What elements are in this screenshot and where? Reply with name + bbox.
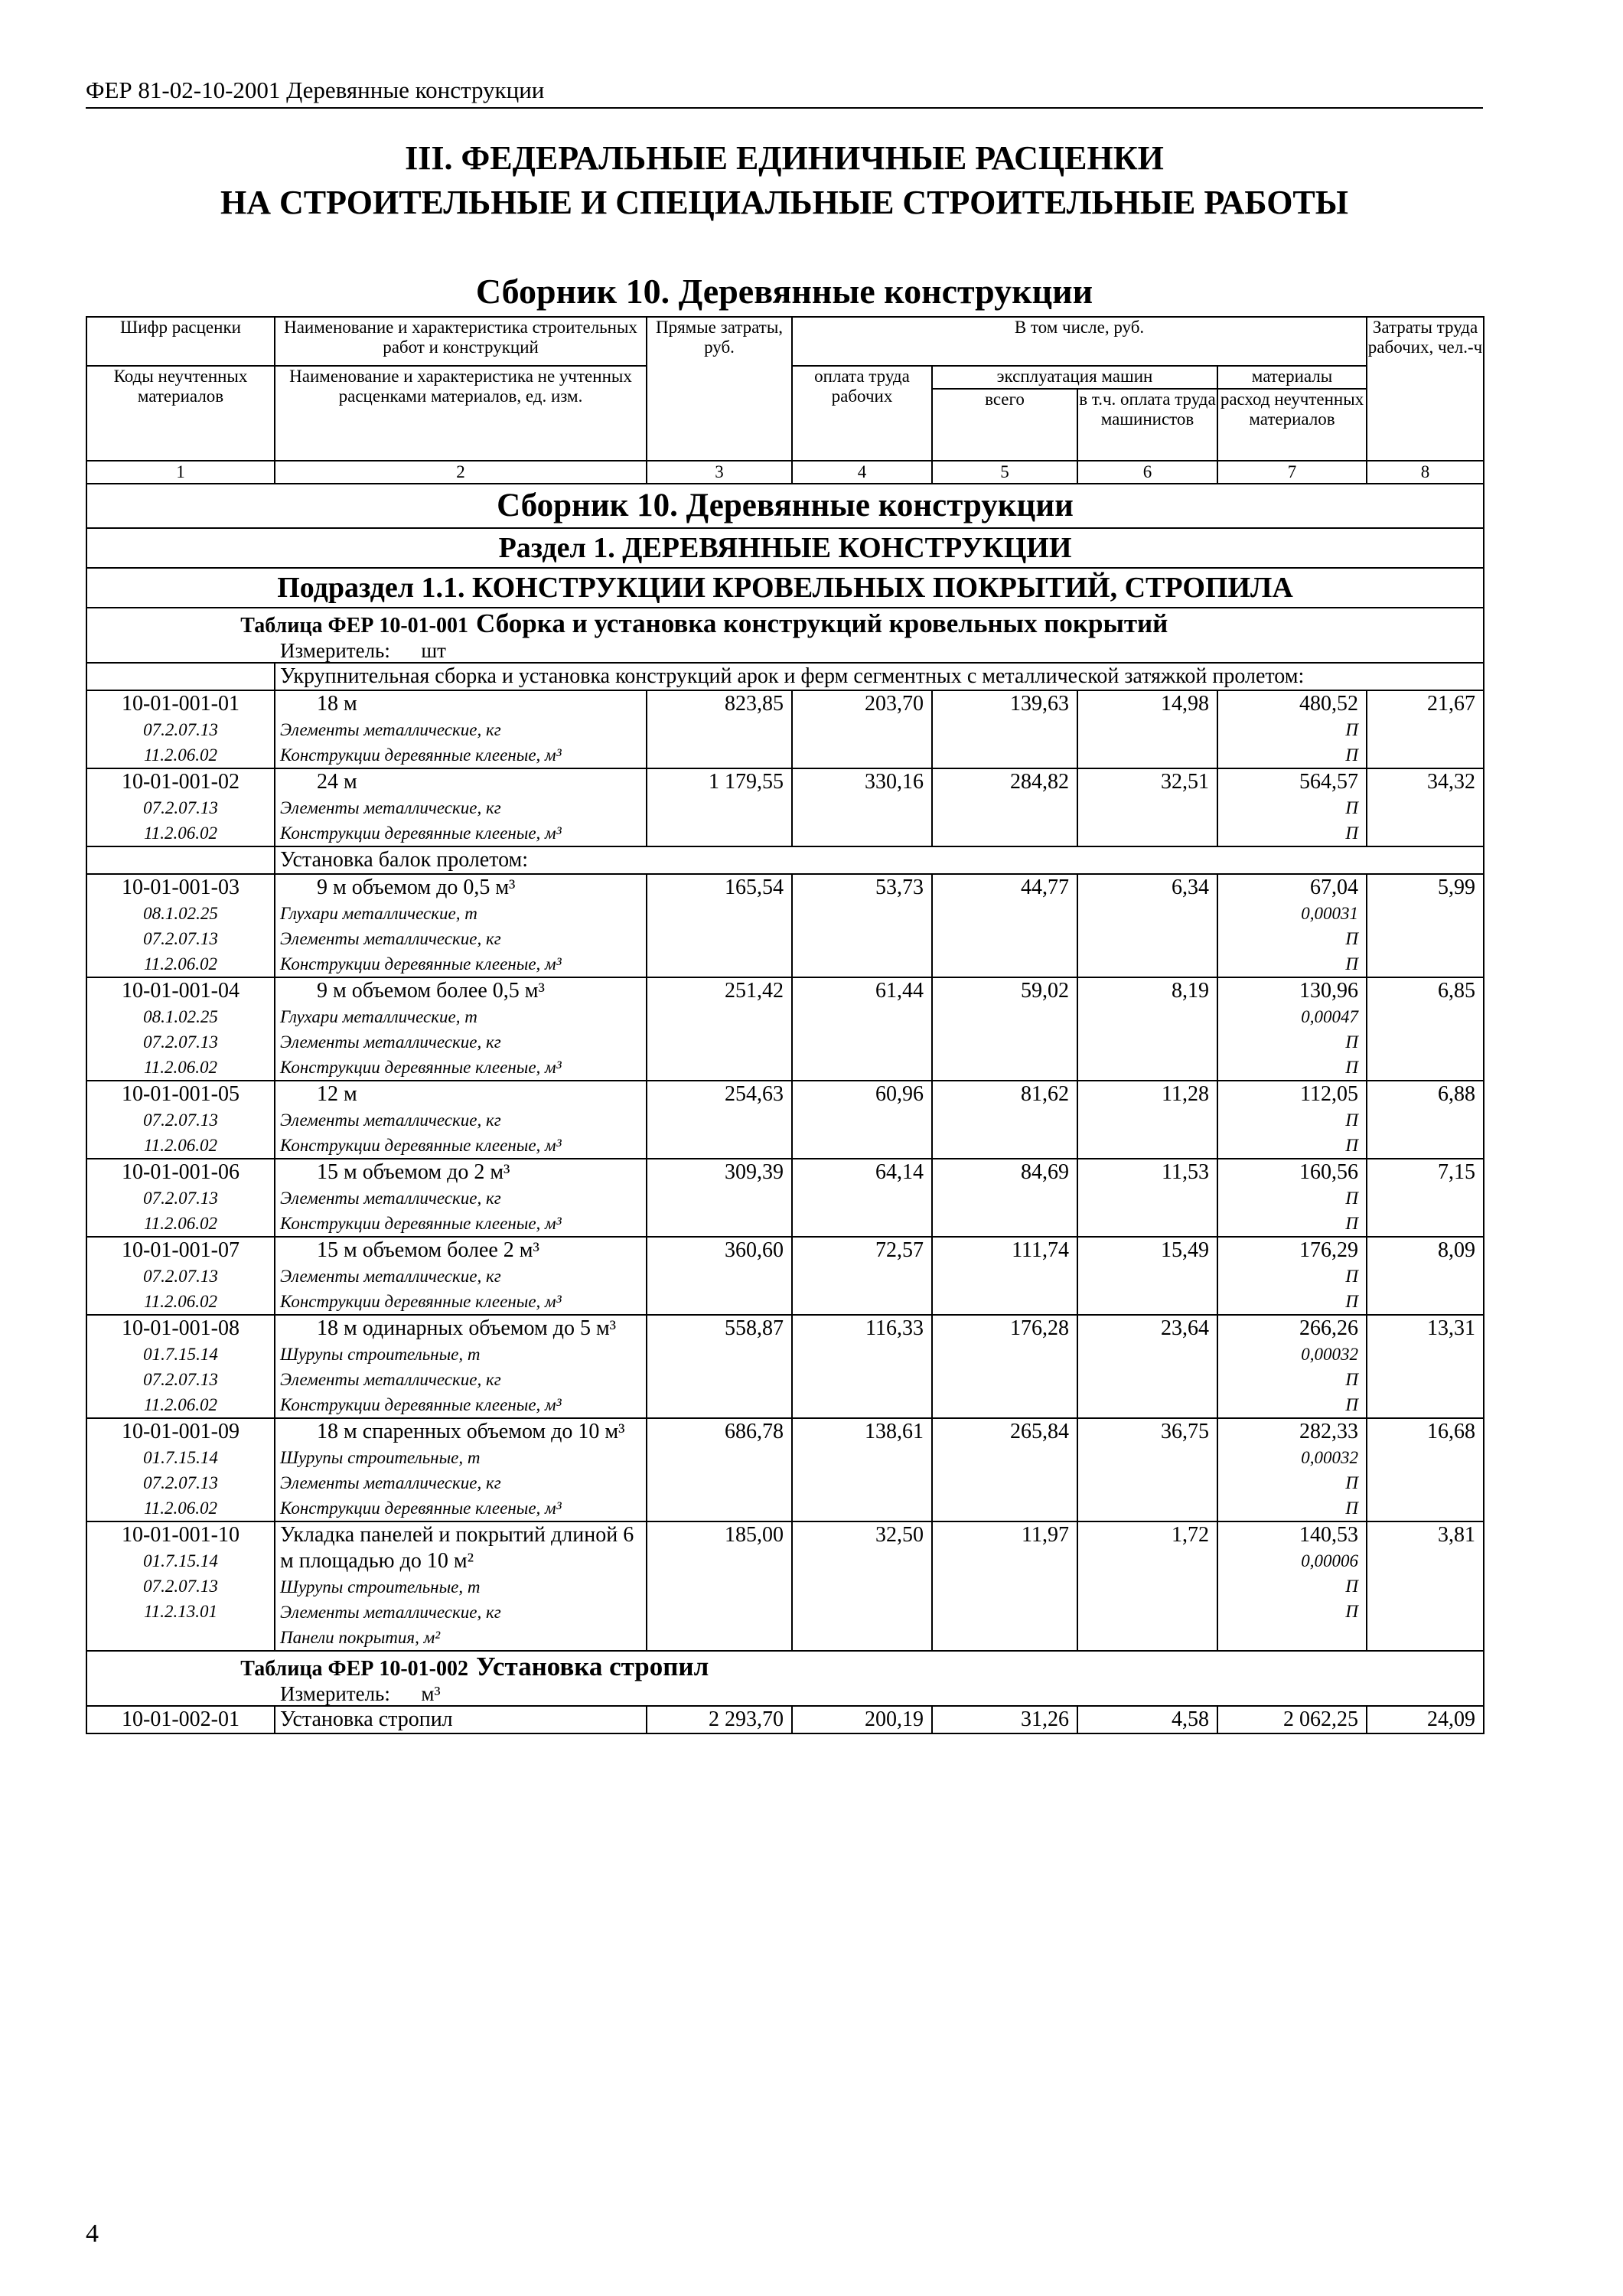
material-code: 01.7.15.14 [143,1448,218,1467]
main-title-line-2: НА СТРОИТЕЛЬНЫЕ И СПЕЦИАЛЬНЫЕ СТРОИТЕЛЬНЫЕ РАБОТЫ [220,184,1348,221]
material-code: 11.2.13.01 [143,1602,218,1621]
header-machines-total: всего [932,389,1077,461]
rate-code-cell [86,768,275,846]
material-expense: П [1345,1499,1359,1518]
material-code: 11.2.06.02 [143,1292,218,1311]
material-expense: П [1345,1395,1359,1414]
rate-name: 15 м объемом до 2 м³ [317,1160,510,1184]
material-expense: 0,00031 [1301,904,1359,923]
machines-total: 81,62 [932,1081,1077,1159]
rate-name: 18 м одинарных объемом до 5 м³ [317,1316,617,1340]
direct-costs: 254,63 [647,1081,792,1159]
rate-code: 10-01-001-10 [122,1523,240,1547]
rate-code: 10-01-001-04 [122,979,240,1003]
rate-name-cell [275,874,647,977]
material-name: Элементы металлические, кг [280,798,501,817]
materials-cell [1217,1081,1367,1159]
collection-title: Сборник 10. Деревянные конструкции [475,272,1093,311]
header-material-expense: расход неучтенных материалов [1217,389,1367,461]
table-measure [92,1682,1478,1705]
rate-name: 12 м [317,1082,357,1106]
rate-name-cell [275,1315,647,1418]
rate-code-cell [86,1159,275,1237]
column-number: 2 [275,461,647,484]
material-code: 07.2.07.13 [143,720,218,739]
material-code: 07.2.07.13 [143,1110,218,1130]
material-name: Элементы металлические, кг [280,1267,501,1286]
material-code: 01.7.15.14 [143,1551,218,1570]
material-name: Конструкции деревянные клееные, м³ [280,1214,562,1233]
work-costs: 16,68 [1367,1418,1484,1521]
rate-code: 10-01-001-06 [122,1160,240,1184]
materials-cell [1217,1315,1367,1418]
material-expense: П [1345,1473,1359,1492]
column-number: 1 [86,461,275,484]
rate-code: 10-01-001-01 [122,692,240,716]
materials-cell [1217,1521,1367,1651]
rate-name-cell [275,977,647,1081]
group-spacer [86,663,275,690]
rate-code-cell [86,977,275,1081]
machinists-pay: 11,28 [1077,1081,1217,1159]
labor-pay: 61,44 [792,977,932,1081]
material-name: Конструкции деревянные клееные, м³ [280,1395,562,1414]
material-expense: П [1345,1214,1359,1233]
rate-row [86,1159,1484,1237]
material-name: Глухари металлические, т [280,1007,477,1026]
table-measure [92,639,1478,662]
machines-total: 111,74 [932,1237,1077,1315]
materials-value: 112,05 [1300,1082,1359,1106]
rate-code-cell [86,874,275,977]
work-costs: 13,31 [1367,1315,1484,1418]
measure-label: Измеритель: [280,1682,390,1705]
material-expense: П [1345,745,1359,765]
group-spacer [86,846,275,874]
work-costs: 8,09 [1367,1237,1484,1315]
direct-costs: 360,60 [647,1237,792,1315]
material-code: 07.2.07.13 [143,1473,218,1492]
material-code: 11.2.06.02 [143,1058,218,1077]
machinists-pay: 23,64 [1077,1315,1217,1418]
material-name: Конструкции деревянные клееные, м³ [280,1292,562,1311]
material-expense: П [1345,1058,1359,1077]
subsection-banner: Подраздел 1.1. КОНСТРУКЦИИ КРОВЕЛЬНЫХ ПОКРЫТИЙ, СТРОПИЛА [86,568,1484,608]
machinists-pay: 32,51 [1077,768,1217,846]
material-name: Элементы металлические, кг [280,1189,501,1208]
rate-code: 10-01-002-01 [122,1707,240,1731]
rate-code-cell [86,1521,275,1651]
material-name: Конструкции деревянные клееные, м³ [280,823,562,843]
material-expense: П [1345,954,1359,974]
labor-pay: 200,19 [792,1706,932,1733]
rate-row [86,874,1484,977]
rate-name: 9 м объемом более 0,5 м³ [317,979,545,1003]
material-name: Элементы металлические, кг [280,1032,501,1052]
rate-row [86,768,1484,846]
rate-name-cell [275,1237,647,1315]
direct-costs: 309,39 [647,1159,792,1237]
rate-name-cell [275,1159,647,1237]
materials-value: 67,04 [1310,876,1359,899]
measure-unit: шт [421,639,446,662]
page-number: 4 [86,2219,99,2248]
table-number: Таблица ФЕР 10-01-002 [240,1657,468,1681]
table-heading [86,1651,1484,1706]
materials-cell [1217,768,1367,846]
work-costs: 3,81 [1367,1521,1484,1651]
rate-row [86,690,1484,768]
rate-code: 10-01-001-07 [122,1238,240,1262]
material-expense: П [1345,1136,1359,1155]
rate-code-cell [86,1706,275,1733]
material-name: Конструкции деревянные клееные, м³ [280,1499,562,1518]
rate-code-cell [86,1081,275,1159]
material-name: Элементы металлические, кг [280,1473,501,1492]
machinists-pay: 1,72 [1077,1521,1217,1651]
rate-name: 9 м объемом до 0,5 м³ [317,876,516,899]
rate-row [86,1237,1484,1315]
labor-pay: 53,73 [792,874,932,977]
material-name: Элементы металлические, кг [280,720,501,739]
rate-name: 18 м [317,692,357,716]
rate-code: 10-01-001-08 [122,1316,240,1340]
labor-pay: 32,50 [792,1521,932,1651]
machines-total: 284,82 [932,768,1077,846]
machines-total: 176,28 [932,1315,1077,1418]
material-expense: 0,00006 [1301,1551,1359,1570]
material-code: 07.2.07.13 [143,1370,218,1389]
machinists-pay: 11,53 [1077,1159,1217,1237]
materials-value: 130,96 [1299,979,1359,1003]
material-code: 11.2.06.02 [143,954,218,974]
machines-total: 59,02 [932,977,1077,1081]
material-code: 11.2.06.02 [143,823,218,843]
header-materials: материалы [1217,366,1367,389]
direct-costs: 823,85 [647,690,792,768]
machines-total: 11,97 [932,1521,1077,1651]
measure-unit: м³ [421,1682,441,1705]
direct-costs: 165,54 [647,874,792,977]
material-name: Элементы металлические, кг [280,1110,501,1130]
column-number: 8 [1367,461,1484,484]
material-name: Конструкции деревянные клееные, м³ [280,954,562,974]
material-expense: П [1345,1110,1359,1130]
materials-value: 2 062,25 [1283,1707,1359,1731]
rate-code-cell [86,1237,275,1315]
material-code: 08.1.02.25 [143,904,218,923]
material-expense: П [1345,798,1359,817]
header-machinists: в т.ч. оплата труда машинистов [1077,389,1217,461]
table-title: Установка стропил [476,1652,709,1681]
labor-pay: 203,70 [792,690,932,768]
rate-name-cell [275,1706,647,1733]
machinists-pay: 15,49 [1077,1237,1217,1315]
material-name: Конструкции деревянные клееные, м³ [280,745,562,765]
machines-total: 84,69 [932,1159,1077,1237]
group-title: Установка балок пролетом: [275,846,1484,874]
direct-costs: 686,78 [647,1418,792,1521]
header-material-codes: Коды неучтенных материалов [86,366,275,461]
rate-code-cell [86,1418,275,1521]
running-header: ФЕР 81-02-10-2001 Деревянные конструкции [86,77,1483,109]
main-title-line-1: III. ФЕДЕРАЛЬНЫЕ ЕДИНИЧНЫЕ РАСЦЕНКИ [405,139,1164,177]
rates-table [86,316,1484,1734]
materials-value: 480,52 [1299,692,1359,716]
material-code: 11.2.06.02 [143,1136,218,1155]
material-code: 11.2.06.02 [143,1214,218,1233]
machines-total: 31,26 [932,1706,1077,1733]
machines-total: 139,63 [932,690,1077,768]
machines-total: 44,77 [932,874,1077,977]
material-expense: П [1345,1602,1359,1621]
header-name-works: Наименование и характеристика строительных работ и конструкций [275,317,647,366]
material-name: Конструкции деревянные клееные, м³ [280,1136,562,1155]
materials-value: 140,53 [1299,1523,1359,1547]
material-expense: 0,00032 [1301,1345,1359,1364]
material-name: Конструкции деревянные клееные, м³ [280,1058,562,1077]
materials-value: 266,26 [1299,1316,1359,1340]
rate-code: 10-01-001-09 [122,1420,240,1443]
material-name: Панели покрытия, м² [280,1628,441,1647]
header-direct-costs: Прямые затраты, руб. [647,317,792,461]
material-name: Шурупы строительные, т [280,1448,481,1467]
material-expense: П [1345,1577,1359,1596]
machines-total: 265,84 [932,1418,1077,1521]
rate-code: 10-01-001-02 [122,770,240,794]
labor-pay: 330,16 [792,768,932,846]
materials-cell [1217,690,1367,768]
material-code: 08.1.02.25 [143,1007,218,1026]
group-title: Укрупнительная сборка и установка конструкций арок и ферм сегментных с металлической затяжкой пролетом: [275,663,1484,690]
work-costs: 21,67 [1367,690,1484,768]
materials-cell [1217,1159,1367,1237]
machinists-pay: 4,58 [1077,1706,1217,1733]
material-code: 07.2.07.13 [143,1577,218,1596]
work-costs: 24,09 [1367,1706,1484,1733]
rate-name-cell [275,690,647,768]
main-title [86,136,1483,225]
materials-cell [1217,977,1367,1081]
material-code: 07.2.07.13 [143,929,218,948]
rate-name-cell [275,768,647,846]
rate-code: 10-01-001-05 [122,1082,240,1106]
rate-name: Укладка панелей и покрытий длиной 6 м площадью до 10 м² [280,1523,634,1573]
direct-costs: 558,87 [647,1315,792,1418]
work-costs: 6,85 [1367,977,1484,1081]
material-expense: 0,00032 [1301,1448,1359,1467]
rate-name: 24 м [317,770,357,794]
material-expense: П [1345,1292,1359,1311]
materials-value: 564,57 [1299,770,1359,794]
column-number: 7 [1217,461,1367,484]
header-machines: эксплуатация машин [932,366,1217,389]
material-code: 11.2.06.02 [143,1499,218,1518]
rate-name-cell [275,1418,647,1521]
column-number: 3 [647,461,792,484]
materials-cell [1217,1706,1367,1733]
material-expense: П [1345,823,1359,843]
measure-label: Измеритель: [280,639,390,662]
machinists-pay: 8,19 [1077,977,1217,1081]
material-code: 07.2.07.13 [143,1032,218,1052]
header-including: В том числе, руб. [792,317,1367,366]
material-code: 07.2.07.13 [143,1267,218,1286]
work-costs: 7,15 [1367,1159,1484,1237]
rates-table-body [86,317,1484,1733]
material-expense: П [1345,1267,1359,1286]
material-code: 07.2.07.13 [143,1189,218,1208]
rate-name-cell [275,1081,647,1159]
materials-cell [1217,1418,1367,1521]
rate-row [86,1706,1484,1733]
materials-value: 160,56 [1299,1160,1359,1184]
column-number: 5 [932,461,1077,484]
machinists-pay: 6,34 [1077,874,1217,977]
table-heading [86,608,1484,663]
table-title: Сборка и установка конструкций кровельных покрытий [476,608,1168,638]
material-expense: П [1345,720,1359,739]
work-costs: 5,99 [1367,874,1484,977]
rate-row [86,1081,1484,1159]
material-code: 01.7.15.14 [143,1345,218,1364]
materials-value: 282,33 [1299,1420,1359,1443]
material-name: Шурупы строительные, т [280,1577,481,1596]
column-number: 4 [792,461,932,484]
material-expense: П [1345,1189,1359,1208]
material-code: 11.2.06.02 [143,1395,218,1414]
section-banner: Раздел 1. ДЕРЕВЯННЫЕ КОНСТРУКЦИИ [86,528,1484,568]
header-work-costs: Затраты труда рабочих, чел.-ч [1367,317,1484,461]
labor-pay: 138,61 [792,1418,932,1521]
header-shifr: Шифр расценки [86,317,275,366]
direct-costs: 1 179,55 [647,768,792,846]
material-name: Элементы металлические, кг [280,1370,501,1389]
direct-costs: 2 293,70 [647,1706,792,1733]
material-name: Элементы металлические, кг [280,929,501,948]
material-expense: П [1345,1370,1359,1389]
machinists-pay: 14,98 [1077,690,1217,768]
material-name: Шурупы строительные, т [280,1345,481,1364]
rate-name-cell [275,1521,647,1651]
header-labor: оплата труда рабочих [792,366,932,461]
material-expense: П [1345,929,1359,948]
labor-pay: 60,96 [792,1081,932,1159]
materials-cell [1217,1237,1367,1315]
rate-code-cell [86,690,275,768]
header-name-materials: Наименование и характеристика не учтенных расценками материалов, ед. изм. [275,366,647,461]
rate-code-cell [86,1315,275,1418]
rate-name: 15 м объемом более 2 м³ [317,1238,539,1262]
material-expense: П [1345,1032,1359,1052]
material-code: 11.2.06.02 [143,745,218,765]
rate-row [86,977,1484,1081]
material-code: 07.2.07.13 [143,798,218,817]
labor-pay: 72,57 [792,1237,932,1315]
material-name: Глухари металлические, т [280,904,477,923]
material-name: Элементы металлические, кг [280,1603,501,1622]
rate-row [86,1521,1484,1651]
rate-row [86,1418,1484,1521]
table-number: Таблица ФЕР 10-01-001 [240,614,468,638]
collection-banner: Сборник 10. Деревянные конструкции [86,484,1484,528]
rate-row [86,1315,1484,1418]
direct-costs: 251,42 [647,977,792,1081]
material-expense: 0,00047 [1301,1007,1359,1026]
work-costs: 6,88 [1367,1081,1484,1159]
rate-code: 10-01-001-03 [122,876,240,899]
direct-costs: 185,00 [647,1521,792,1651]
rate-name: Установка стропил [280,1707,453,1731]
rate-name: 18 м спаренных объемом до 10 м³ [317,1420,625,1443]
labor-pay: 116,33 [792,1315,932,1418]
column-number: 6 [1077,461,1217,484]
machinists-pay: 36,75 [1077,1418,1217,1521]
labor-pay: 64,14 [792,1159,932,1237]
materials-value: 176,29 [1299,1238,1359,1262]
work-costs: 34,32 [1367,768,1484,846]
materials-cell [1217,874,1367,977]
